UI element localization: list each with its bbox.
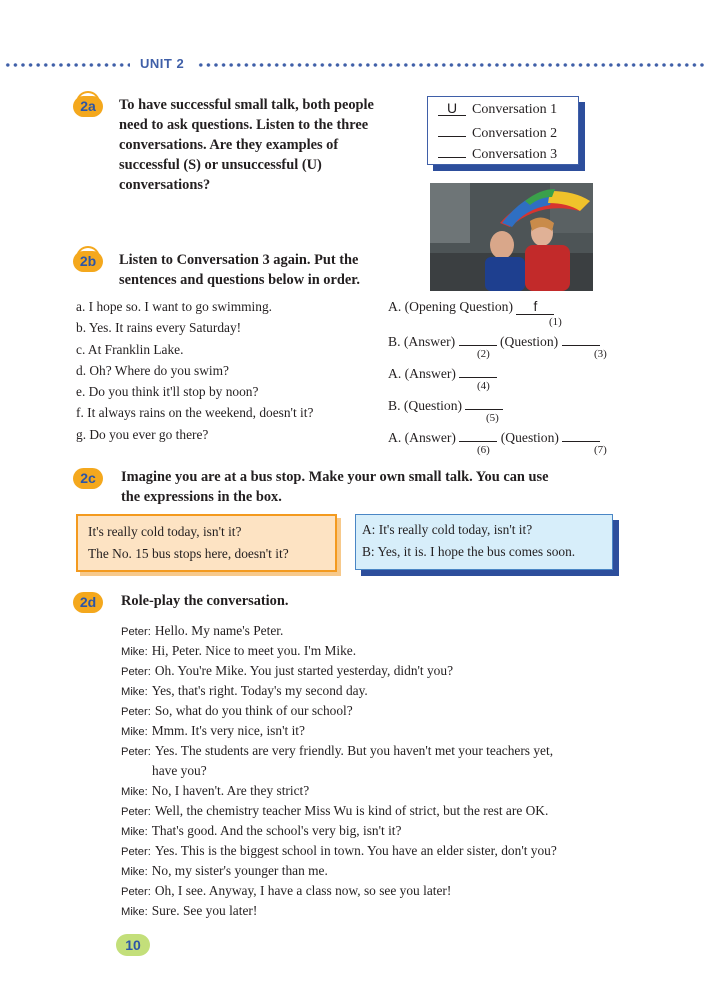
dialogue-line: Mike: That's good. And the school's very big, isn't it? <box>121 823 402 838</box>
conversation-answer-box <box>427 96 579 165</box>
dialogue-line: Peter: Well, the chemistry teacher Miss Wu is kind of strict, but the rest are OK. <box>121 803 549 818</box>
dialogue-line: Peter: Hello. My name's Peter. <box>121 623 284 638</box>
dialogue-line: Mike: Hi, Peter. Nice to meet you. I'm Mike. <box>121 643 357 658</box>
order-blank[interactable] <box>459 427 497 442</box>
dialogue-line: Mike: Yes, that's right. Today's my second day. <box>121 683 368 698</box>
section-badge-2b: 2b <box>73 251 103 272</box>
order-blank[interactable]: f <box>516 300 554 315</box>
example-line: A: It's really cold today, isn't it? <box>362 522 533 537</box>
order-number: (4) <box>477 380 490 392</box>
dialogue-line: Mike: Sure. See you later! <box>121 903 258 918</box>
instruction-2d: Role-play the conversation. <box>121 593 289 609</box>
order-row-1: A. (Opening Question) f <box>388 299 554 315</box>
answer-blank[interactable]: U <box>438 101 466 116</box>
sentence-item: g. Do you ever go there? <box>76 427 209 442</box>
order-row-3: A. (Answer) <box>388 363 497 382</box>
dialogue-line: Peter: Oh, I see. Anyway, I have a class now, so see you later! <box>121 883 452 898</box>
sentence-item: e. Do you think it'll stop by noon? <box>76 384 259 399</box>
photo-umbrella-people <box>430 183 593 291</box>
dialogue-line: Mike: No, my sister's younger than me. <box>121 863 328 878</box>
conversation-row: Conversation 3 <box>438 143 557 163</box>
expression-box <box>76 514 337 572</box>
instruction-2a: To have successful small talk, both people need to ask questions. Listen to the three conversations. Are they examples of successful (S) or unsuccessful (U) conversations? <box>119 97 374 193</box>
instruction-2c: Imagine you are at a bus stop. Make your own small talk. You can use the expressions in the box. <box>121 469 549 505</box>
unit-title: UNIT 2 <box>140 56 185 71</box>
sentence-item: a. I hope so. I want to go swimming. <box>76 299 273 314</box>
order-number: (2) <box>477 348 490 360</box>
order-number: (6) <box>477 444 490 456</box>
sentence-item: f. It always rains on the weekend, doesn't it? <box>76 405 314 420</box>
headphones-icon <box>76 91 100 103</box>
answer-blank[interactable] <box>438 122 466 137</box>
order-number: (7) <box>594 444 607 456</box>
expression-item: It's really cold today, isn't it? <box>88 524 242 539</box>
order-number: (1) <box>549 316 562 328</box>
example-dialogue-box <box>355 514 613 570</box>
page-number: 10 <box>116 934 150 956</box>
dialogue-line: Peter: Oh. You're Mike. You just started yesterday, didn't you? <box>121 663 454 678</box>
dialogue-line: Mike: Mmm. It's very nice, isn't it? <box>121 723 305 738</box>
order-row-2: B. (Answer) (Question) <box>388 331 600 350</box>
sentence-item: b. Yes. It rains every Saturday! <box>76 320 242 335</box>
dialogue-line: Peter: Yes. The students are very friendly. But you haven't met your teachers yet, <box>121 743 554 758</box>
headphones-icon <box>76 246 100 258</box>
sentence-item: c. At Franklin Lake. <box>76 342 184 357</box>
dialogue-line: Mike: No, I haven't. Are they strict? <box>121 783 310 798</box>
order-row-5: A. (Answer) (Question) <box>388 427 600 446</box>
order-blank[interactable] <box>465 395 503 410</box>
order-row-4: B. (Question) <box>388 395 503 414</box>
order-number: (3) <box>594 348 607 360</box>
conversation-row: U Conversation 1 <box>438 101 557 118</box>
section-badge-2d: 2d <box>73 592 103 613</box>
answer-blank[interactable] <box>438 143 466 158</box>
dialogue-line: Peter: So, what do you think of our school? <box>121 703 353 718</box>
sentence-item: d. Oh? Where do you swim? <box>76 363 229 378</box>
expression-item: The No. 15 bus stops here, doesn't it? <box>88 546 289 561</box>
order-blank[interactable] <box>459 363 497 378</box>
header-dots-left <box>4 62 130 68</box>
dialogue-line: Peter: Yes. This is the biggest school in town. You have an elder sister, don't you? <box>121 843 557 858</box>
header-dots-right <box>197 62 707 68</box>
order-number: (5) <box>486 412 499 424</box>
section-badge-2c: 2c <box>73 468 103 489</box>
conversation-row: Conversation 2 <box>438 122 557 142</box>
dialogue-line: have you? <box>152 763 207 778</box>
instruction-2b: Listen to Conversation 3 again. Put the sentences and questions below in order. <box>119 252 360 288</box>
order-blank[interactable] <box>459 331 497 346</box>
example-line: B: Yes, it is. I hope the bus comes soon. <box>362 544 576 559</box>
photo-illustration <box>430 183 593 291</box>
order-blank[interactable] <box>562 331 600 346</box>
section-badge-2a: 2a <box>73 96 103 117</box>
order-blank[interactable] <box>562 427 600 442</box>
